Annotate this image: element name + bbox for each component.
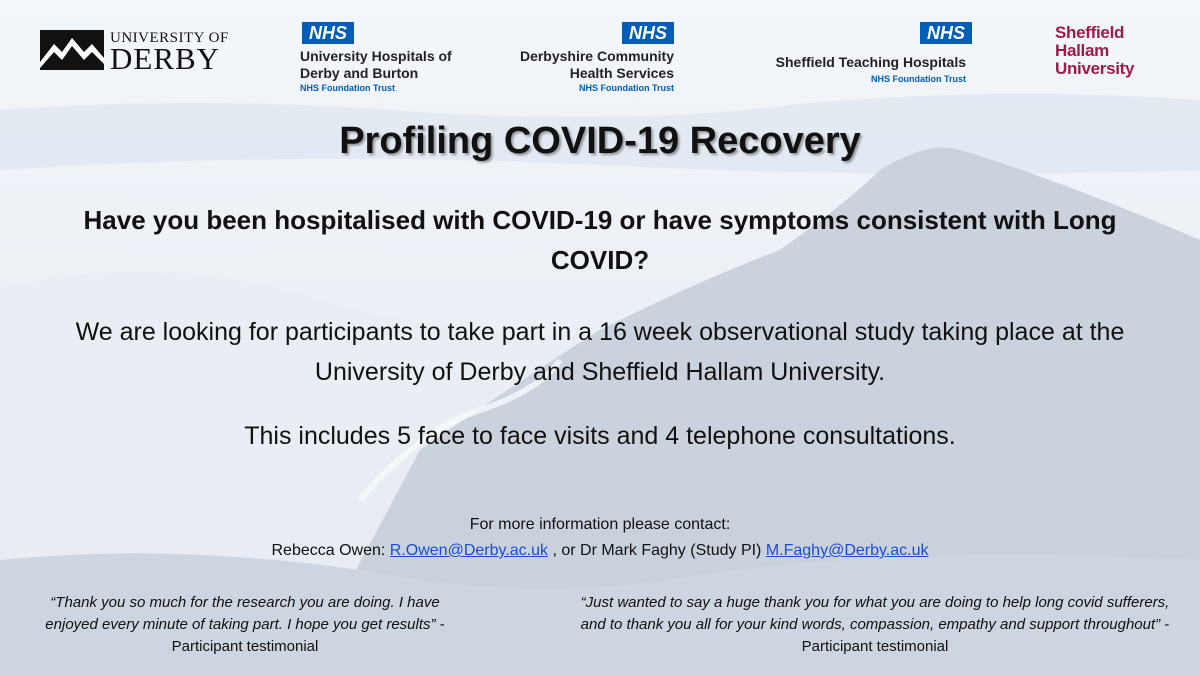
shu-line3: University <box>1055 59 1135 78</box>
sth-logo <box>770 22 970 92</box>
contact-line <box>0 538 1200 564</box>
uhdb-logo <box>300 22 470 92</box>
nhs-badge: NHS <box>302 22 354 44</box>
uhdb-sub: NHS Foundation Trust <box>300 83 395 93</box>
contact-block <box>0 512 1200 564</box>
email-link-rowen[interactable]: R.Owen@Derby.ac.uk <box>389 542 548 559</box>
derby-logo-line1: UNIVERSITY OF <box>110 30 229 46</box>
contact-person1-label: Rebecca Owen: <box>271 542 390 559</box>
testimonial-right-text: “Just wanted to say a huge thank you for what you are doing to help long covid sufferers, and to thank you all for your kind words, compassion, empathy and support throughout” <box>580 594 1170 633</box>
testimonial-right-attribution: - Participant testimonial <box>801 616 1170 655</box>
university-of-derby-logo <box>40 30 229 76</box>
dchs-name-line2: Health Services <box>569 65 674 81</box>
testimonial-left <box>40 592 450 658</box>
uhdb-name-line1: University Hospitals of <box>300 48 452 64</box>
testimonial-right <box>580 592 1170 658</box>
email-link-mfaghy[interactable]: M.Faghy@Derby.ac.uk <box>765 542 929 559</box>
testimonial-left-attribution: -Participant testimonial <box>171 616 445 655</box>
sth-name: Sheffield Teaching Hospitals <box>775 54 966 70</box>
nhs-badge: NHS <box>622 22 674 44</box>
contact-heading: For more information please contact: <box>469 516 731 533</box>
eligibility-question: Have you been hospitalised with COVID-19 or have symptoms consistent with Long COVID? <box>83 205 1117 275</box>
sheffield-hallam-logo <box>1055 24 1134 78</box>
dchs-name-line1: Derbyshire Community <box>519 48 674 64</box>
shu-line1: Sheffield <box>1055 23 1125 42</box>
uhdb-name-line2: Derby and Burton <box>300 65 419 81</box>
study-visits: This includes 5 face to face visits and 4 telephone consultations. <box>244 422 956 450</box>
derby-mountain-icon <box>40 30 104 70</box>
dchs-sub: NHS Foundation Trust <box>579 83 674 93</box>
nhs-badge: NHS <box>920 22 972 44</box>
study-info: We are looking for participants to take part in a 16 week observational study taking place at the University of Derby and Sheffield Hallam University. <box>75 318 1125 386</box>
page-title: Profiling COVID-19 Recovery <box>339 120 861 162</box>
dchs-logo <box>510 22 680 92</box>
testimonial-left-text: “Thank you so much for the research you are doing. I have enjoyed every minute of taking part. I hope you get results” <box>45 594 440 633</box>
shu-line2: Hallam <box>1055 41 1109 60</box>
contact-separator: , or Dr Mark Faghy (Study PI) <box>548 542 766 559</box>
derby-logo-line2: DERBY <box>110 41 221 76</box>
sth-sub: NHS Foundation Trust <box>871 74 966 84</box>
